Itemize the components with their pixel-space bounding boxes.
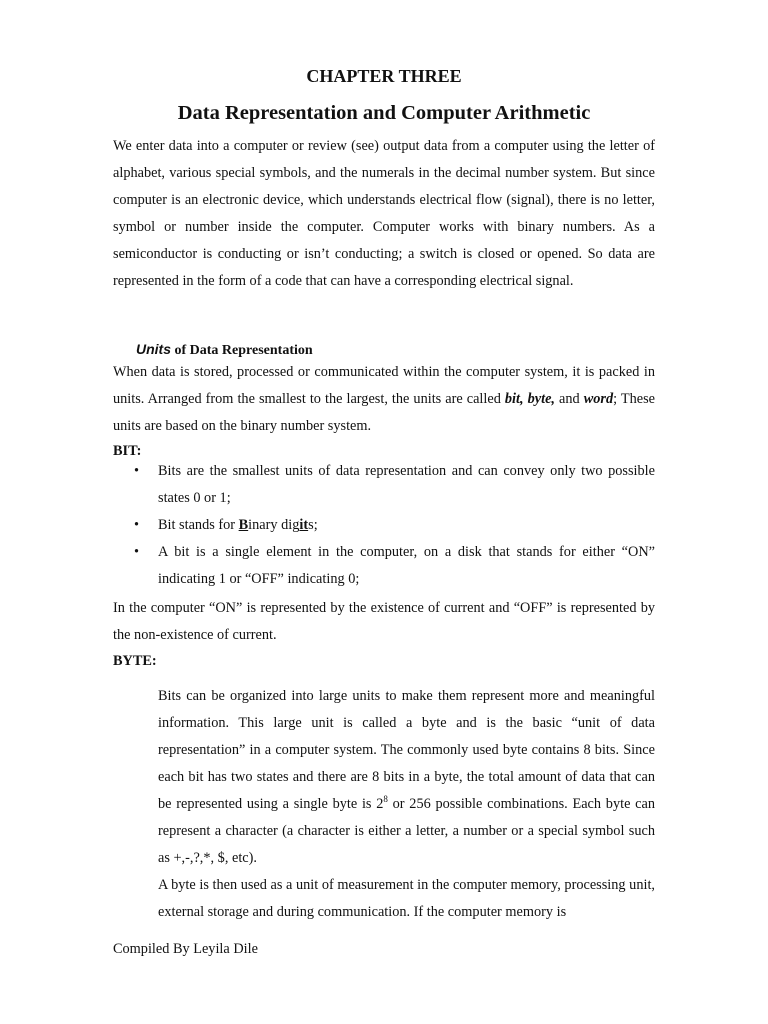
chapter-heading: CHAPTER THREE	[306, 66, 462, 86]
page-title: Data Representation and Computer Arithmetic	[177, 102, 591, 124]
units-heading-word: Units	[136, 341, 171, 357]
bit-heading: BIT:	[113, 443, 142, 459]
list-item	[113, 512, 655, 539]
bit-bullet-1: Bits are the smallest units of data representation and can convey only two possible states 0 or 1;	[158, 463, 655, 506]
units-text-2: ; These units are based on the binary number system.	[113, 391, 655, 434]
units-paragraph	[113, 359, 655, 440]
byte-text-1: Bits can be organized into large units to make them represent more and meaningful information. This large unit is called a byte and is the basic “unit of data representation” in a computer system. The commonly used byte contains 8 bits. Since each bit has two states and there are 8 bits in a byte, the total amount of data that can be represented using a single byte is 2	[158, 688, 655, 812]
unit-bit: bit,	[504, 391, 524, 407]
byte-exponent: 8	[383, 794, 388, 805]
bullet-icon: •	[134, 544, 140, 560]
bit-bullet-3: A bit is a single element in the computer, on a disk that stands for either “ON” indicating 1 or “OFF” indicating 0;	[158, 544, 655, 587]
units-and: and	[555, 391, 584, 407]
footer-credit: Compiled By Leyila Dile	[113, 941, 258, 957]
bit-bullet-2-pre: Bit stands for	[158, 517, 239, 533]
intro-paragraph: We enter data into a computer or review (see) output data from a computer using the letter of alphabet, various special symbols, and the numerals in the decimal number system. But since computer is an electronic device, which understands electrical flow (signal), there is no letter, symbol or number inside the computer. Computer works with binary numbers. As a semiconductor is conducting or isn’t conducting; a switch is closed or opened. So data are represented in the form of a code that can have a corresponding electrical signal.	[113, 138, 655, 289]
bit-bullet-list	[113, 458, 655, 593]
byte-section	[158, 683, 655, 926]
bullet-icon: •	[134, 517, 140, 533]
bit-bullet-2-mid: inary dig	[248, 517, 300, 533]
bit-bullet-2-it: it	[299, 517, 309, 533]
units-text-1: When data is stored, processed or communicated within the computer system, it is packed in units. Arranged from the smallest to the largest, the units are called	[113, 364, 655, 407]
byte-paragraph-2: A byte is then used as a unit of measurement in the computer memory, processing unit, external storage and during communication. If the computer memory is	[158, 877, 655, 920]
list-item	[113, 539, 655, 593]
bullet-icon: •	[134, 463, 140, 479]
unit-word: word	[583, 391, 614, 407]
byte-paragraph-1	[158, 683, 655, 872]
byte-heading: BYTE:	[113, 653, 157, 669]
byte-text-2: or 256 possible combinations. Each byte can represent a character (a character is either a letter, a number or a special symbol such as +,-,?,*, $, etc).	[158, 796, 655, 866]
bit-bullet-2-b: B	[238, 517, 249, 533]
bit-bullet-2-post: s;	[308, 517, 318, 533]
units-heading-rest: of Data Representation	[171, 343, 313, 358]
on-off-paragraph: In the computer “ON” is represented by the existence of current and “OFF” is represented by the non-existence of current.	[113, 600, 655, 643]
unit-byte: byte,	[527, 391, 555, 407]
list-item	[113, 458, 655, 512]
units-heading	[136, 341, 313, 359]
